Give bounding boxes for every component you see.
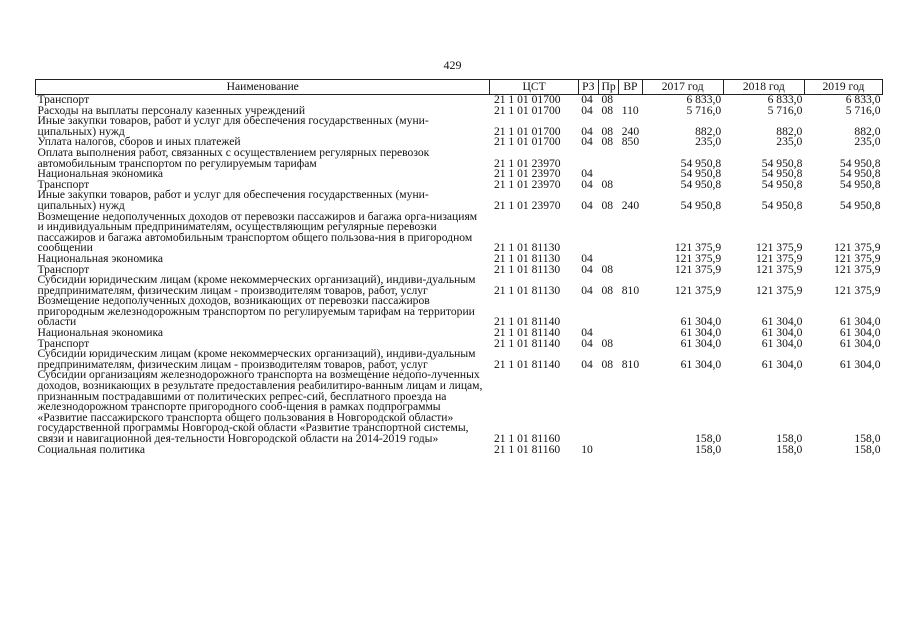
row-vr (619, 254, 642, 265)
row-2019: 61 304,0 (839, 326, 881, 340)
row-pr: 08 (601, 198, 614, 212)
page-number: 429 (443, 58, 462, 72)
row-name: Транспорт (37, 93, 90, 106)
row-code: 21 1 01 01700 (493, 135, 561, 149)
row-rz: 04 (581, 103, 593, 117)
row-code: 21 1 01 81130 (493, 251, 561, 265)
row-2018: 121 375,9 (755, 241, 803, 255)
row-vr: 850 (621, 135, 640, 149)
row-vr (619, 370, 642, 444)
table-body (36, 95, 883, 456)
row-code: 21 1 01 81140 (493, 357, 561, 371)
row-2019: 882,0 (854, 124, 881, 138)
row-2019: 235,0 (854, 135, 881, 149)
row-2017: 121 375,9 (674, 241, 722, 255)
row-2018: 54 950,8 (761, 167, 803, 181)
row-name: Национальная экономика (37, 251, 164, 265)
row-2019: 158,0 (854, 432, 881, 445)
row-vr (619, 445, 642, 456)
table-row (36, 212, 883, 254)
row-name: Национальная экономика (37, 326, 164, 340)
table-row (36, 116, 883, 137)
row-pr: 08 (601, 93, 614, 106)
row-code: 21 1 01 01700 (493, 124, 561, 138)
row-vr (619, 339, 642, 350)
row-rz: 04 (581, 135, 593, 149)
row-vr (619, 180, 642, 191)
row-rz: 04 (581, 198, 593, 212)
table-header (36, 80, 883, 95)
row-2018: 61 304,0 (761, 315, 803, 329)
row-code: 21 1 01 81130 (493, 241, 561, 255)
row-code: 21 1 01 81130 (493, 283, 561, 297)
row-pr: 08 (601, 357, 614, 371)
row-2018: 235,0 (776, 135, 803, 149)
row-2017: 882,0 (695, 124, 722, 138)
row-pr (598, 148, 618, 169)
row-code: 21 1 01 81140 (493, 336, 561, 350)
row-2018: 54 950,8 (761, 198, 803, 212)
row-2018: 121 375,9 (755, 283, 803, 297)
row-rz: 04 (581, 357, 593, 371)
row-rz: 04 (581, 177, 593, 191)
row-pr (598, 296, 618, 328)
header-2017: 2017 год (642, 80, 723, 95)
row-2017: 54 950,8 (680, 198, 722, 212)
row-2017: 121 375,9 (674, 251, 722, 265)
row-code: 21 1 01 81140 (493, 326, 561, 340)
header-row (36, 80, 883, 95)
row-2019: 61 304,0 (839, 315, 881, 329)
row-2017: 158,0 (695, 442, 722, 456)
row-code: 21 1 01 81140 (493, 315, 561, 329)
table-row (36, 190, 883, 211)
row-vr (619, 169, 642, 180)
row-2018: 54 950,8 (761, 156, 803, 170)
header-name: Наименование (36, 80, 490, 95)
row-2018: 5 716,0 (767, 103, 803, 117)
row-2017: 235,0 (695, 135, 722, 149)
row-rz: 04 (581, 283, 593, 297)
row-2019: 121 375,9 (834, 251, 881, 265)
row-pr (598, 445, 618, 456)
row-2018: 882,0 (776, 124, 803, 138)
row-code: 21 1 01 81130 (493, 262, 561, 276)
row-name: Оплата выполнения работ, связанных с осуществлением регулярных перевозок автомобильным транспортом по регулируемым тарифам (37, 145, 430, 170)
row-name: Возмещение недополученных доходов, возникающих от перевозки пассажиров пригородным железнодорожным транспортом по регулируемым тарифам на территории области (37, 294, 475, 329)
header-vr: ВР (619, 80, 642, 95)
table-row (36, 169, 883, 180)
row-pr: 08 (601, 283, 614, 297)
row-name: Субсидии организациям железнодорожного транспорта на возмещение недопо-лученных доходов, возникающих в результате предоставления реабилитиро-ванным лицам и лицам, признанным пострадавшими от политических репрес-сий, бесплатного проезда на железнодорожном транспорте пригородного сооб-щения в рамках подпрограммы «Развитие пассажирского транспорта общего пользования в Новгородской области» государственной программы Новгород-ской области «Развитие транспортной системы, связи и навигационной дея-тельности Новгородской области на 2014-2019 годы» (37, 368, 483, 445)
table-row (36, 296, 883, 328)
row-2019: 54 950,8 (839, 177, 881, 191)
row-name: Субсидии юридическим лицам (кроме некоммерческих организаций), индиви-дуальным предпринимателям, физическим лицам - производителям товаров, работ, услуг (37, 347, 476, 371)
row-vr (619, 328, 642, 339)
row-name: Уплата налогов, сборов и иных платежей (37, 135, 241, 149)
row-2017: 54 950,8 (680, 177, 722, 191)
table-row (36, 328, 883, 339)
row-2017: 5 716,0 (686, 103, 722, 117)
row-rz (578, 370, 598, 444)
row-pr: 08 (601, 336, 614, 350)
row-2017: 121 375,9 (674, 283, 722, 297)
row-2019: 121 375,9 (834, 241, 881, 255)
row-2019: 54 950,8 (839, 167, 881, 181)
row-pr: 08 (601, 177, 614, 191)
row-2017: 54 950,8 (680, 167, 722, 181)
row-2017: 121 375,9 (674, 262, 722, 276)
row-vr (619, 212, 642, 254)
table-row (36, 349, 883, 370)
header-rz: РЗ (578, 80, 598, 95)
row-rz: 04 (581, 251, 593, 265)
row-2017: 54 950,8 (680, 156, 722, 170)
header-code: ЦСТ (490, 80, 578, 95)
row-code: 21 1 01 01700 (493, 93, 561, 106)
row-rz: 04 (581, 124, 593, 138)
header-2018: 2018 год (723, 80, 804, 95)
row-rz: 04 (581, 326, 593, 340)
row-2019: 121 375,9 (834, 283, 881, 297)
row-name: Социальная политика (37, 442, 146, 456)
header-pr: Пр (598, 80, 618, 95)
row-name: Транспорт (37, 262, 90, 276)
row-2017: 61 304,0 (680, 315, 722, 329)
row-pr: 08 (601, 262, 614, 276)
row-2019: 54 950,8 (839, 156, 881, 170)
row-name: Иные закупки товаров, работ и услуг для обеспечения государственных (муни-ципальных) нужд (37, 114, 429, 138)
row-vr: 810 (621, 357, 640, 371)
row-2018: 54 950,8 (761, 177, 803, 191)
row-2019: 54 950,8 (839, 198, 881, 212)
row-2018: 158,0 (776, 432, 803, 445)
row-2019: 158,0 (854, 442, 881, 456)
row-name: Субсидии юридическим лицам (кроме некоммерческих организаций), индиви-дуальным предпринимателям, физическим лицам - производителям товаров, работ, услуг (37, 273, 476, 297)
row-2018: 121 375,9 (755, 251, 803, 265)
row-2017: 61 304,0 (680, 357, 722, 371)
row-rz: 04 (581, 93, 593, 106)
row-2018: 6 833,0 (767, 93, 803, 106)
row-name: Транспорт (37, 177, 90, 191)
row-rz (578, 212, 598, 254)
row-rz: 04 (581, 262, 593, 276)
row-code: 21 1 01 81160 (493, 432, 561, 445)
row-2018: 61 304,0 (761, 326, 803, 340)
row-2017: 61 304,0 (680, 326, 722, 340)
table-row (36, 445, 883, 456)
row-rz (578, 296, 598, 328)
row-rz (578, 148, 598, 169)
row-vr: 810 (621, 283, 640, 297)
row-code: 21 1 01 01700 (493, 103, 561, 117)
budget-table (35, 79, 883, 455)
table-row (36, 275, 883, 296)
row-rz: 04 (581, 336, 593, 350)
row-2017: 61 304,0 (680, 336, 722, 350)
row-code: 21 1 01 23970 (493, 177, 561, 191)
table-row (36, 370, 883, 444)
row-pr (598, 370, 618, 444)
row-2017: 158,0 (695, 432, 722, 445)
row-2017: 6 833,0 (686, 93, 722, 106)
row-vr: 110 (621, 103, 639, 117)
row-vr (619, 296, 642, 328)
row-rz: 10 (581, 442, 593, 456)
row-name: Транспорт (37, 336, 90, 350)
header-2019: 2019 год (804, 80, 882, 95)
row-2019: 61 304,0 (839, 357, 881, 371)
row-vr: 240 (621, 124, 640, 138)
row-2019: 6 833,0 (845, 93, 881, 106)
row-name: Иные закупки товаров, работ и услуг для обеспечения государственных (муни-ципальных) нужд (37, 188, 429, 212)
row-code: 21 1 01 23970 (493, 156, 561, 170)
row-code: 21 1 01 81160 (493, 442, 561, 456)
row-name: Национальная экономика (37, 167, 164, 181)
row-2018: 121 375,9 (755, 262, 803, 276)
row-2018: 61 304,0 (761, 336, 803, 350)
row-vr: 240 (621, 198, 640, 212)
row-pr: 08 (601, 103, 614, 117)
row-2019: 121 375,9 (834, 262, 881, 276)
row-vr (619, 265, 642, 276)
row-2019: 61 304,0 (839, 336, 881, 350)
row-2018: 158,0 (776, 442, 803, 456)
row-pr: 08 (601, 135, 614, 149)
row-2018: 61 304,0 (761, 357, 803, 371)
row-rz: 04 (581, 167, 593, 181)
row-name: Возмещение недополученных доходов от перевозки пассажиров и багажа орга-низациям и индивидуальным предпринимателям, осуществляющим регулярные перевозки пассажиров и багажа автомобильным транспортом общего пользова-ния в пригородном сообщении (37, 209, 478, 255)
row-pr (598, 212, 618, 254)
row-name: Расходы на выплаты персоналу казенных учреждений (37, 103, 306, 117)
row-vr (619, 148, 642, 169)
table-row (36, 148, 883, 169)
row-2019: 5 716,0 (845, 103, 881, 117)
row-pr: 08 (601, 124, 614, 138)
row-code: 21 1 01 23970 (493, 198, 561, 212)
row-code: 21 1 01 23970 (493, 167, 561, 181)
